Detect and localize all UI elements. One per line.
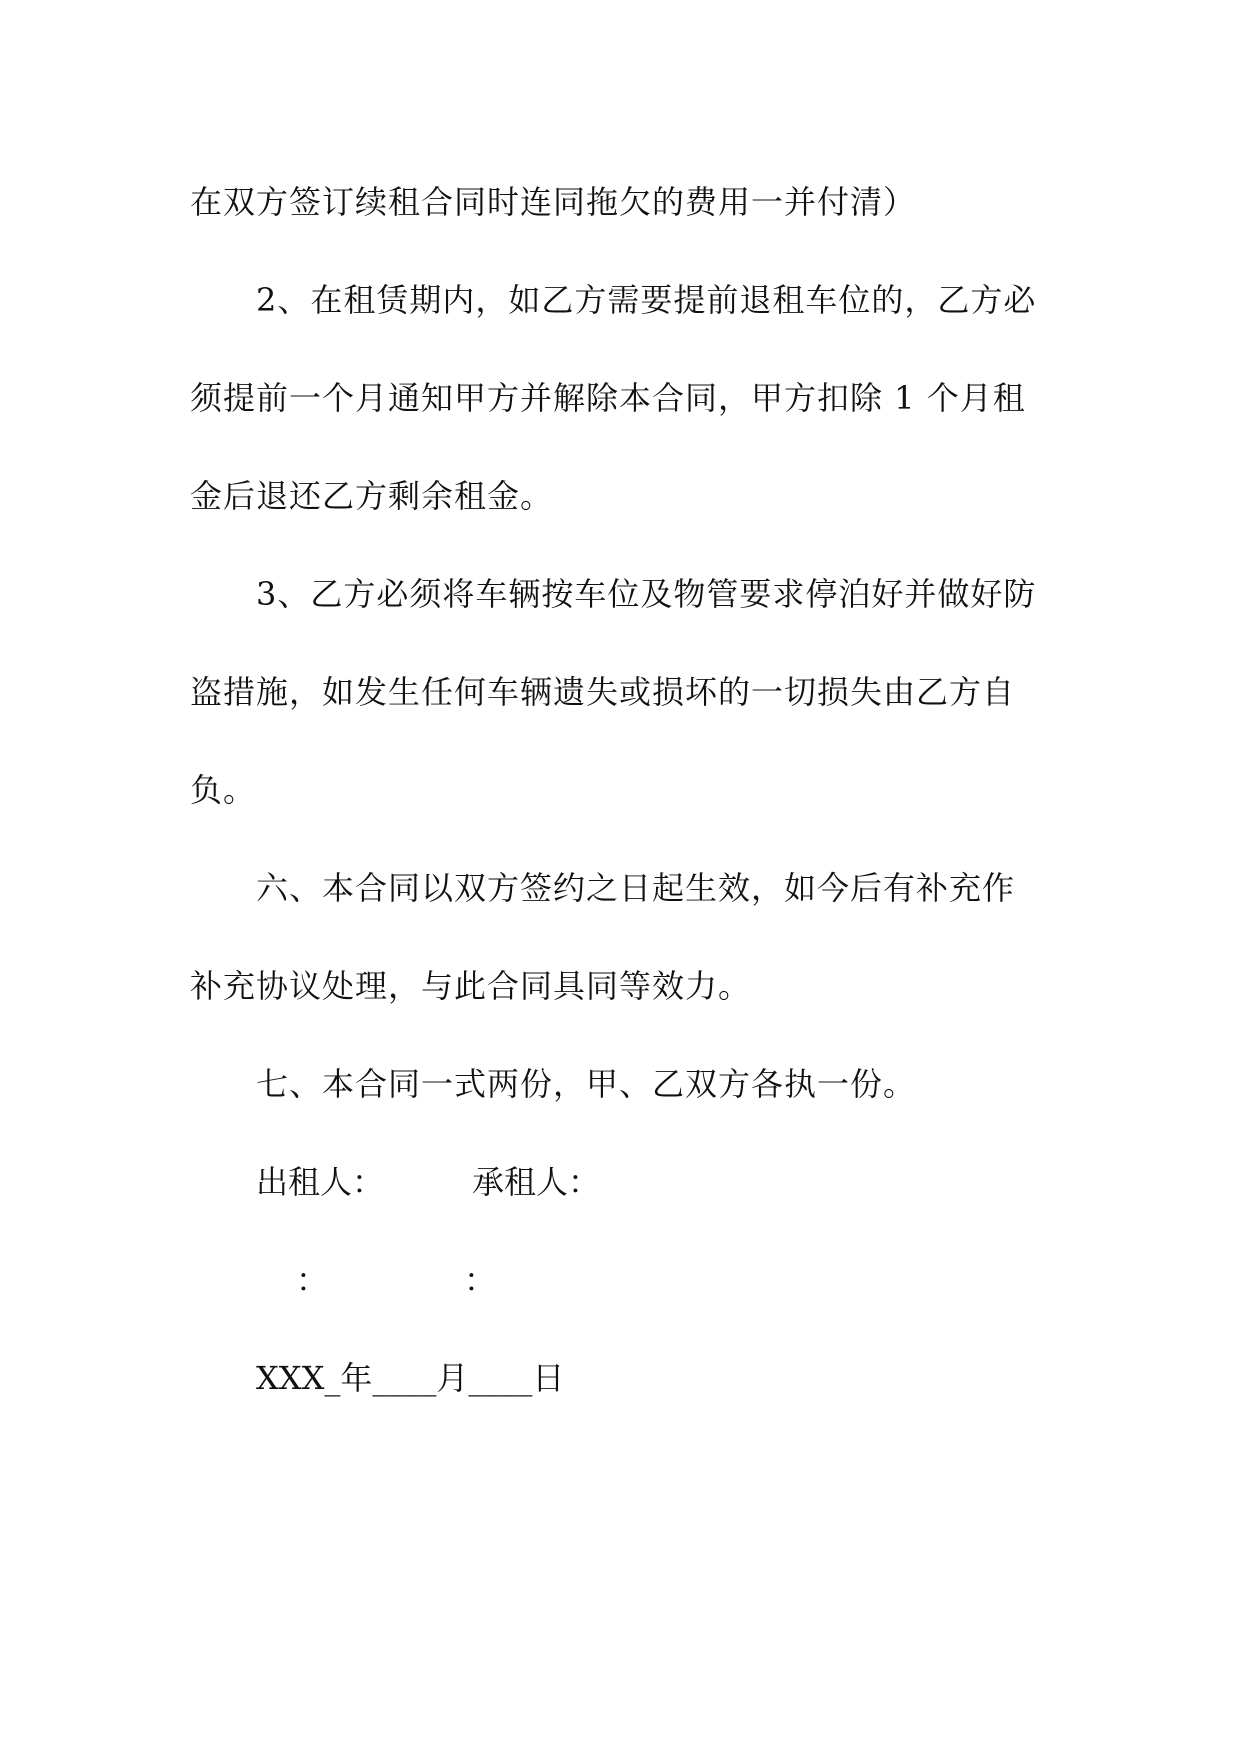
paragraph-line: 负。 [190, 771, 257, 809]
paragraph-line: 六、本合同以双方签约之日起生效，如今后有补充作 [256, 869, 1016, 907]
paragraph-line: 须提前一个月通知甲方并解除本合同，甲方扣除 1 个月租 [190, 379, 1026, 417]
lessor-colon: ： [296, 1261, 329, 1299]
paragraph-line: 2、在租赁期内，如乙方需要提前退租车位的，乙方必 [256, 281, 1037, 319]
paragraph-line: 在双方签订续租合同时连同拖欠的费用一并付清） [190, 183, 917, 221]
lessor-label: 出租人： [256, 1163, 385, 1201]
paragraph-line: 补充协议处理，与此合同具同等效力。 [190, 967, 752, 1005]
lessee-label: 承租人： [472, 1163, 601, 1201]
paragraph-line: 七、本合同一式两份，甲、乙双方各执一份。 [256, 1065, 917, 1103]
paragraph-line: 金后退还乙方剩余租金。 [190, 477, 554, 515]
paragraph-line: 盗措施，如发生任何车辆遗失或损坏的一切损失由乙方自 [190, 673, 1016, 711]
date-line: XXX_年____月____日 [256, 1359, 565, 1397]
paragraph-line: 3、乙方必须将车辆按车位及物管要求停泊好并做好防 [256, 575, 1037, 613]
lessee-colon: ： [464, 1261, 497, 1299]
